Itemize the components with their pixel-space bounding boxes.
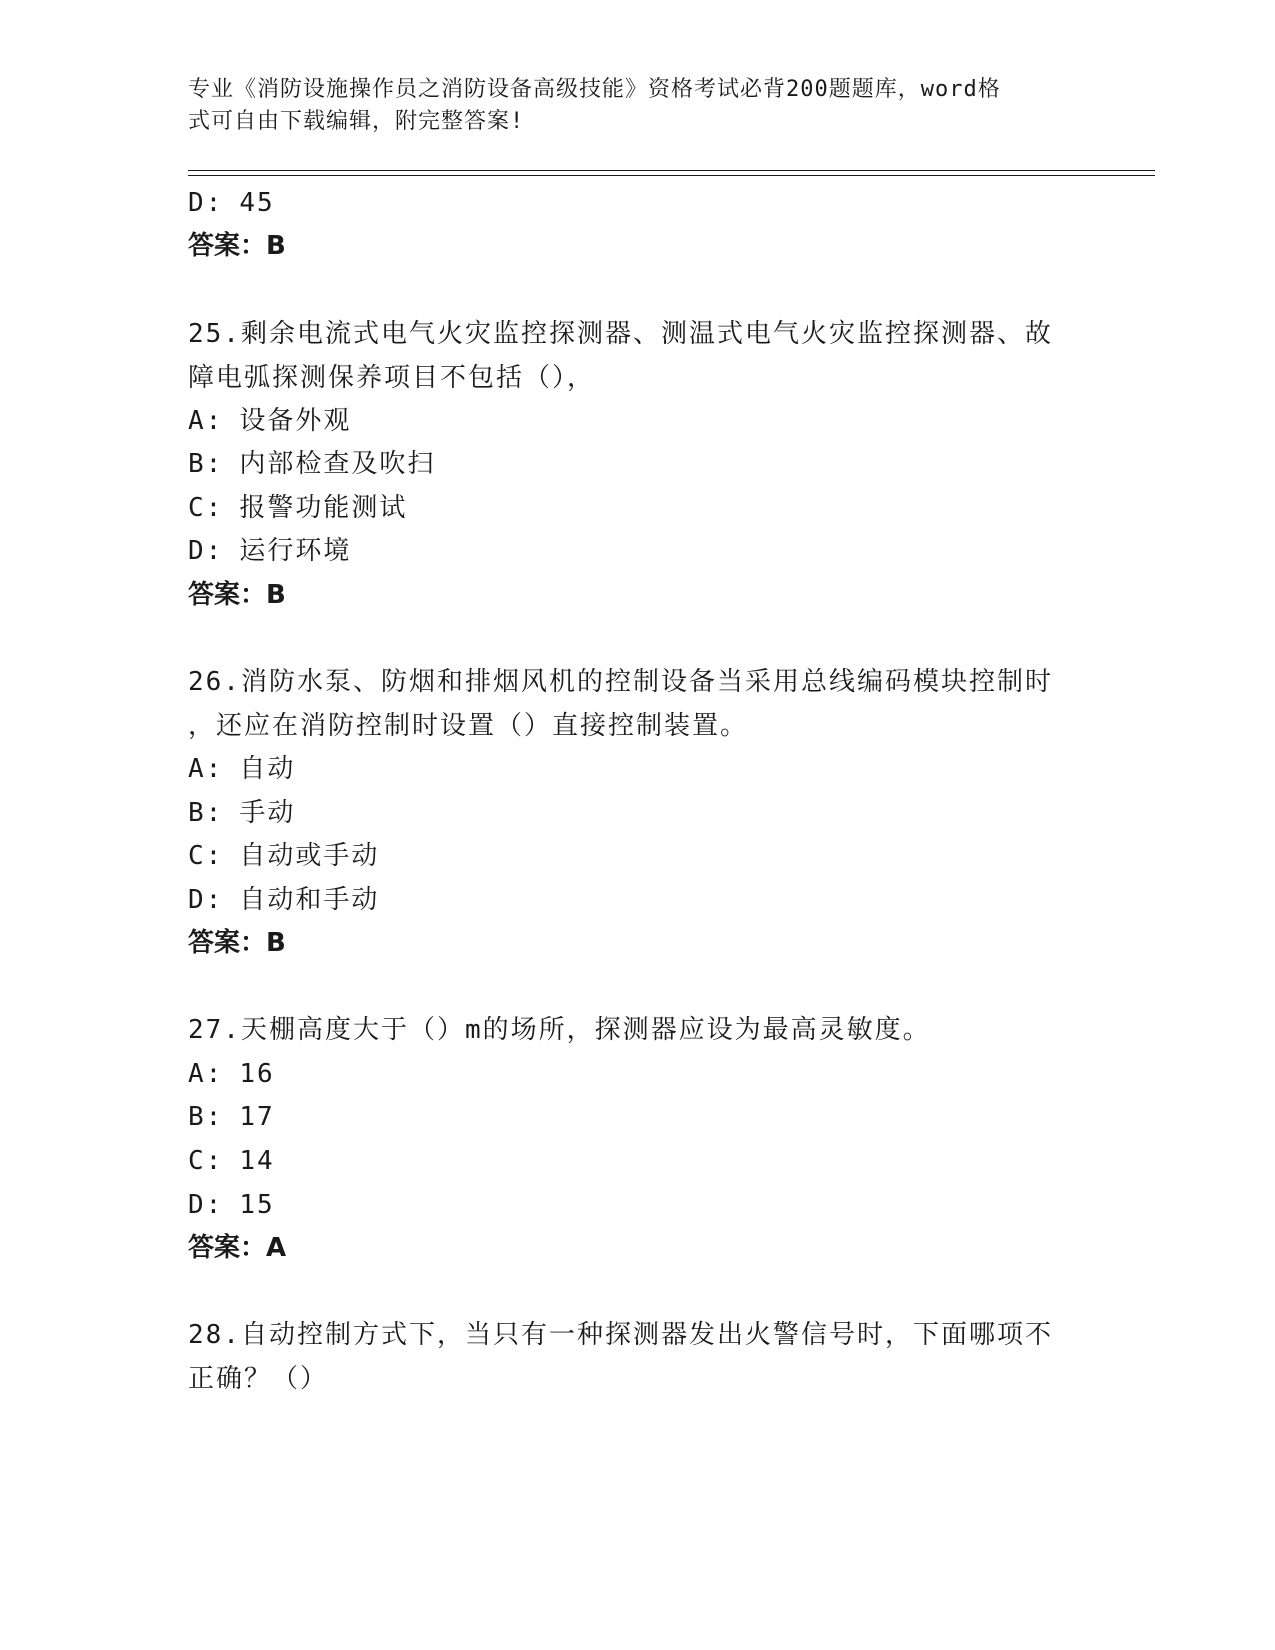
- question-27-stem-line-1: 27.天棚高度大于（）m的场所，探测器应设为最高灵敏度。: [188, 1015, 931, 1045]
- option-label: C:: [188, 841, 224, 871]
- header-divider-top: [188, 170, 1155, 171]
- option-label: D:: [188, 1190, 224, 1220]
- question-27-option-a: [188, 1057, 1088, 1091]
- question-26-option-a: [188, 752, 1088, 786]
- question-26-stem-line-2: ，还应在消防控制时设置（）直接控制装置。: [188, 711, 749, 741]
- question-25-answer: 答案：B: [188, 580, 286, 610]
- document-header: [188, 74, 1068, 138]
- header-divider-bottom: [188, 175, 1155, 176]
- option-text: 15: [239, 1190, 275, 1220]
- option-text: 运行环境: [239, 536, 352, 566]
- option-label: A:: [188, 406, 224, 436]
- header-line-2: 式可自由下载编辑，附完整答案!: [188, 109, 525, 134]
- question-27-option-b: [188, 1100, 1088, 1134]
- option-label: C:: [188, 493, 224, 523]
- question-28-stem-line-2: 正确？（）: [188, 1364, 329, 1394]
- option-label: D:: [188, 188, 224, 218]
- option-text: 45: [239, 188, 275, 218]
- option-label: B:: [188, 798, 224, 828]
- option-text: 自动或手动: [239, 841, 380, 871]
- question-25-stem-line-2: 障电弧探测保养项目不包括（），: [188, 363, 596, 393]
- question-25-option-c: [188, 491, 1088, 525]
- question-27-option-d: [188, 1188, 1088, 1222]
- question-25-option-b: [188, 447, 1088, 481]
- question-25-option-d: [188, 534, 1088, 568]
- option-text: 报警功能测试: [239, 493, 408, 523]
- question-28-stem-line-1: 28.自动控制方式下，当只有一种探测器发出火警信号时，下面哪项不: [188, 1320, 1053, 1350]
- question-26-option-d: [188, 883, 1088, 917]
- option-text: 手动: [239, 798, 296, 828]
- option-label: D:: [188, 536, 224, 566]
- option-text: 设备外观: [239, 406, 352, 436]
- option-label: D:: [188, 885, 224, 915]
- option-text: 17: [239, 1102, 275, 1132]
- question-25-stem-line-1: 25.剩余电流式电气火灾监控探测器、测温式电气火灾监控探测器、故: [188, 319, 1053, 349]
- question-25-option-a: [188, 404, 1088, 438]
- option-label: B:: [188, 1102, 224, 1132]
- option-label: B:: [188, 449, 224, 479]
- option-text: 14: [239, 1146, 275, 1176]
- option-text: 16: [239, 1059, 275, 1089]
- question-26-option-c: [188, 839, 1088, 873]
- option-text: 内部检查及吹扫: [239, 449, 436, 479]
- prev-option-d: [188, 186, 1088, 220]
- option-label: C:: [188, 1146, 224, 1176]
- question-26-stem-line-1: 26.消防水泵、防烟和排烟风机的控制设备当采用总线编码模块控制时: [188, 667, 1053, 697]
- option-label: A:: [188, 754, 224, 784]
- option-label: A:: [188, 1059, 224, 1089]
- prev-answer: 答案：B: [188, 231, 286, 261]
- question-27-answer: 答案：A: [188, 1233, 287, 1263]
- question-27-option-c: [188, 1144, 1088, 1178]
- option-text: 自动: [239, 754, 296, 784]
- question-26-answer: 答案：B: [188, 928, 286, 958]
- question-26-option-b: [188, 796, 1088, 830]
- option-text: 自动和手动: [239, 885, 380, 915]
- header-line-1: 专业《消防设施操作员之消防设备高级技能》资格考试必背200题题库，word格: [188, 77, 1001, 102]
